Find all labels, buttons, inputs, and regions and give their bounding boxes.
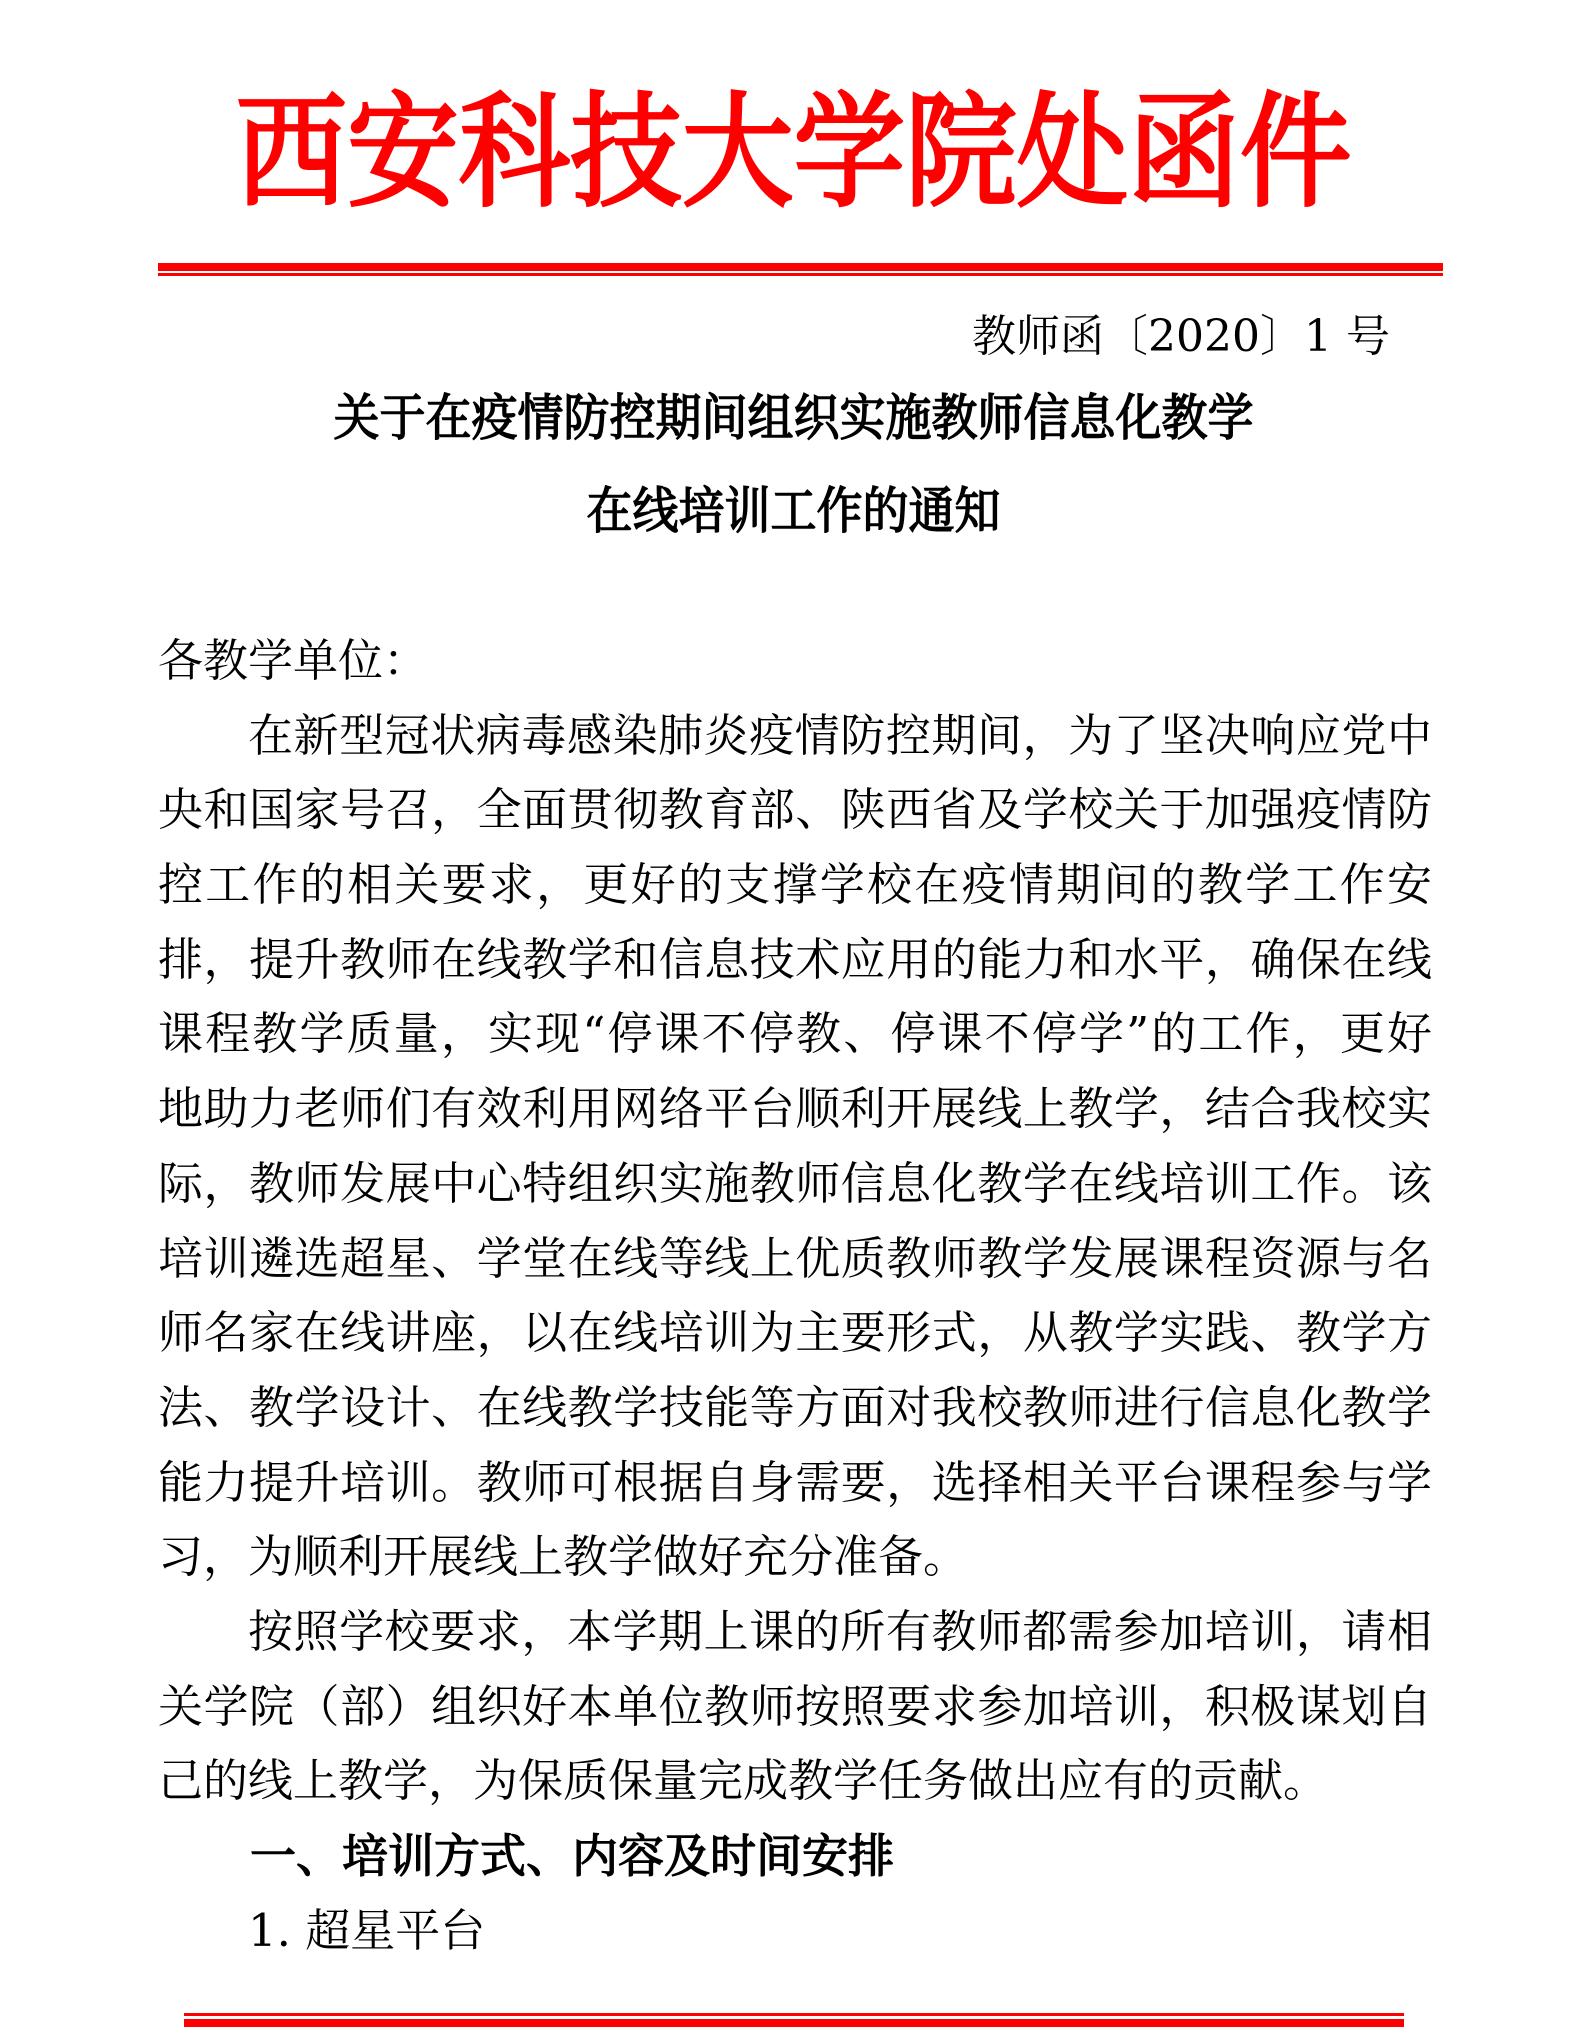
body-line: 培训遴选超星、学堂在线等线上优质教师教学发展课程资源与名 [158,1231,1432,1285]
body-line: 关学院（部）组织好本单位教师按照要求参加培训，积极谋划自 [158,1679,1432,1733]
body-line: 课程教学质量，实现“停课不停教、停课不停学”的工作，更好 [158,1007,1432,1061]
body-line: 央和国家号召，全面贯彻教育部、陕西省及学校关于加强疫情防 [158,783,1432,837]
document-number: 教师函〔2020〕1 号 [972,311,1390,362]
red-header-title: 西安科技大学院处函件 [235,84,1352,222]
body-line: 法、教学设计、在线教学技能等方面对我校教师进行信息化教学 [158,1380,1432,1434]
body-line: 按照学校要求，本学期上课的所有教师都需参加培训，请相 [248,1604,1432,1658]
body-line: 际，教师发展中心特组织实施教师信息化教学在线培训工作。该 [158,1156,1432,1210]
body-line: 能力提升培训。教师可根据自身需要，选择相关平台课程参与学 [158,1455,1432,1509]
header-double-rule [158,263,1443,276]
body-line: 地助力老师们有效利用网络平台顺利开展线上教学，结合我校实 [158,1082,1432,1136]
body-line: 一、培训方式、内容及时间安排 [250,1830,894,1882]
body-line: 控工作的相关要求，更好的支撑学校在疫情期间的教学工作安 [158,858,1432,912]
body-line: 各教学单位： [158,634,429,687]
body-line: 师名家在线讲座，以在线培训为主要形式，从教学实践、教学方 [158,1306,1432,1360]
document-title-line2: 在线培训工作的通知 [586,483,1001,539]
rule-thin-line [158,273,1443,276]
document-title-line1: 关于在疫情防控期间组织实施教师信息化教学 [333,390,1254,446]
footer-double-rule [184,2013,1404,2027]
body-line: 习，为顺利开展线上教学做好充分准备。 [158,1530,969,1584]
document-body [158,624,1432,1968]
rule-thick-line [184,2019,1404,2027]
body-line: 己的线上教学，为保质保量完成教学任务做出应有的贡献。 [158,1754,1329,1808]
body-line: 在新型冠状病毒感染肺炎疫情防控期间，为了坚决响应党中 [248,708,1432,762]
body-line: 排，提升教师在线教学和信息技术应用的能力和水平，确保在线 [158,932,1432,986]
rule-thick-line [158,263,1443,271]
document-title [63,372,1523,558]
body-line: 1. 超星平台 [248,1903,486,1957]
